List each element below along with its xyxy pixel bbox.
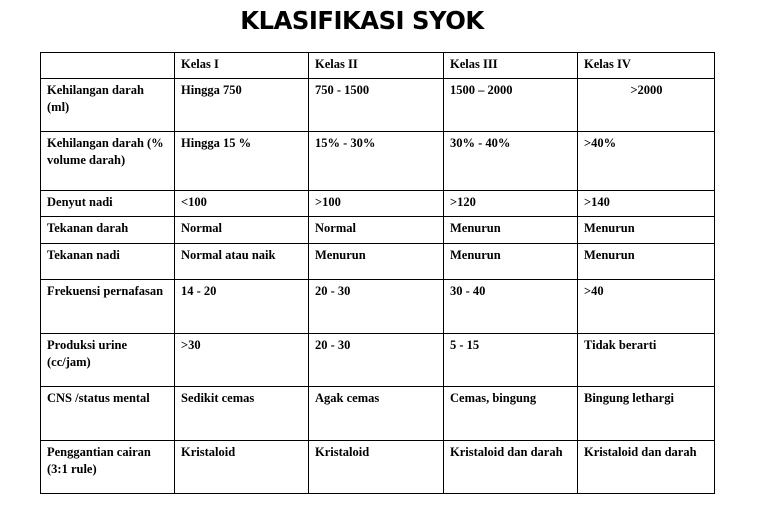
table-row [41,217,715,244]
table-cell: >100 [309,191,444,217]
table-cell: 30 - 40 [444,280,578,334]
table-row [41,244,715,280]
row-label: Denyut nadi [41,191,175,217]
row-label: Tekanan darah [41,217,175,244]
table-cell: 750 - 1500 [309,79,444,132]
header-cell-kelas-1: Kelas I [175,53,309,79]
table-cell: 15% - 30% [309,132,444,191]
table-cell: Menurun [578,244,715,280]
header-cell-empty [41,53,175,79]
table-row [41,387,715,441]
table-cell: Kristaloid [309,441,444,494]
table-cell: >120 [444,191,578,217]
table-cell: >40% [578,132,715,191]
table-row [41,334,715,387]
table-row [41,191,715,217]
table-cell: Menurun [578,217,715,244]
table-cell: Menurun [444,244,578,280]
table-cell: Kristaloid dan darah [444,441,578,494]
row-label: Kehilangan darah (% volume darah) [41,132,175,191]
table-cell: Menurun [444,217,578,244]
table-row [41,132,715,191]
row-label: CNS /status mental [41,387,175,441]
row-label: Penggantian cairan (3:1 rule) [41,441,175,494]
table-cell: Normal [309,217,444,244]
header-cell-kelas-2: Kelas II [309,53,444,79]
row-label: Kehilangan darah (ml) [41,79,175,132]
table-cell: Kristaloid [175,441,309,494]
header-cell-kelas-3: Kelas III [444,53,578,79]
table-cell: 20 - 30 [309,334,444,387]
header-cell-kelas-4: Kelas IV [578,53,715,79]
table-cell: Agak cemas [309,387,444,441]
table-cell: 1500 – 2000 [444,79,578,132]
table-row [41,441,715,494]
table-cell: Normal [175,217,309,244]
page-title: KLASIFIKASI SYOK [240,6,484,35]
table-cell: Menurun [309,244,444,280]
table-cell: >140 [578,191,715,217]
table-cell: Normal atau naik [175,244,309,280]
table-row [41,280,715,334]
table-cell: <100 [175,191,309,217]
table-cell: Sedikit cemas [175,387,309,441]
shock-classification-table [40,52,715,494]
table-cell: Bingung lethargi [578,387,715,441]
table-cell: 30% - 40% [444,132,578,191]
table-header-row [41,53,715,79]
table-cell: 14 - 20 [175,280,309,334]
table-cell: >40 [578,280,715,334]
table-cell: >30 [175,334,309,387]
table-cell: >2000 [578,79,715,132]
table-cell: Kristaloid dan darah [578,441,715,494]
row-label: Produksi urine (cc/jam) [41,334,175,387]
table-cell: 5 - 15 [444,334,578,387]
table-cell: Hingga 15 % [175,132,309,191]
table-row [41,79,715,132]
table-cell: 20 - 30 [309,280,444,334]
table-cell: Cemas, bingung [444,387,578,441]
table-cell: Hingga 750 [175,79,309,132]
row-label: Frekuensi pernafasan [41,280,175,334]
table-cell: Tidak berarti [578,334,715,387]
row-label: Tekanan nadi [41,244,175,280]
